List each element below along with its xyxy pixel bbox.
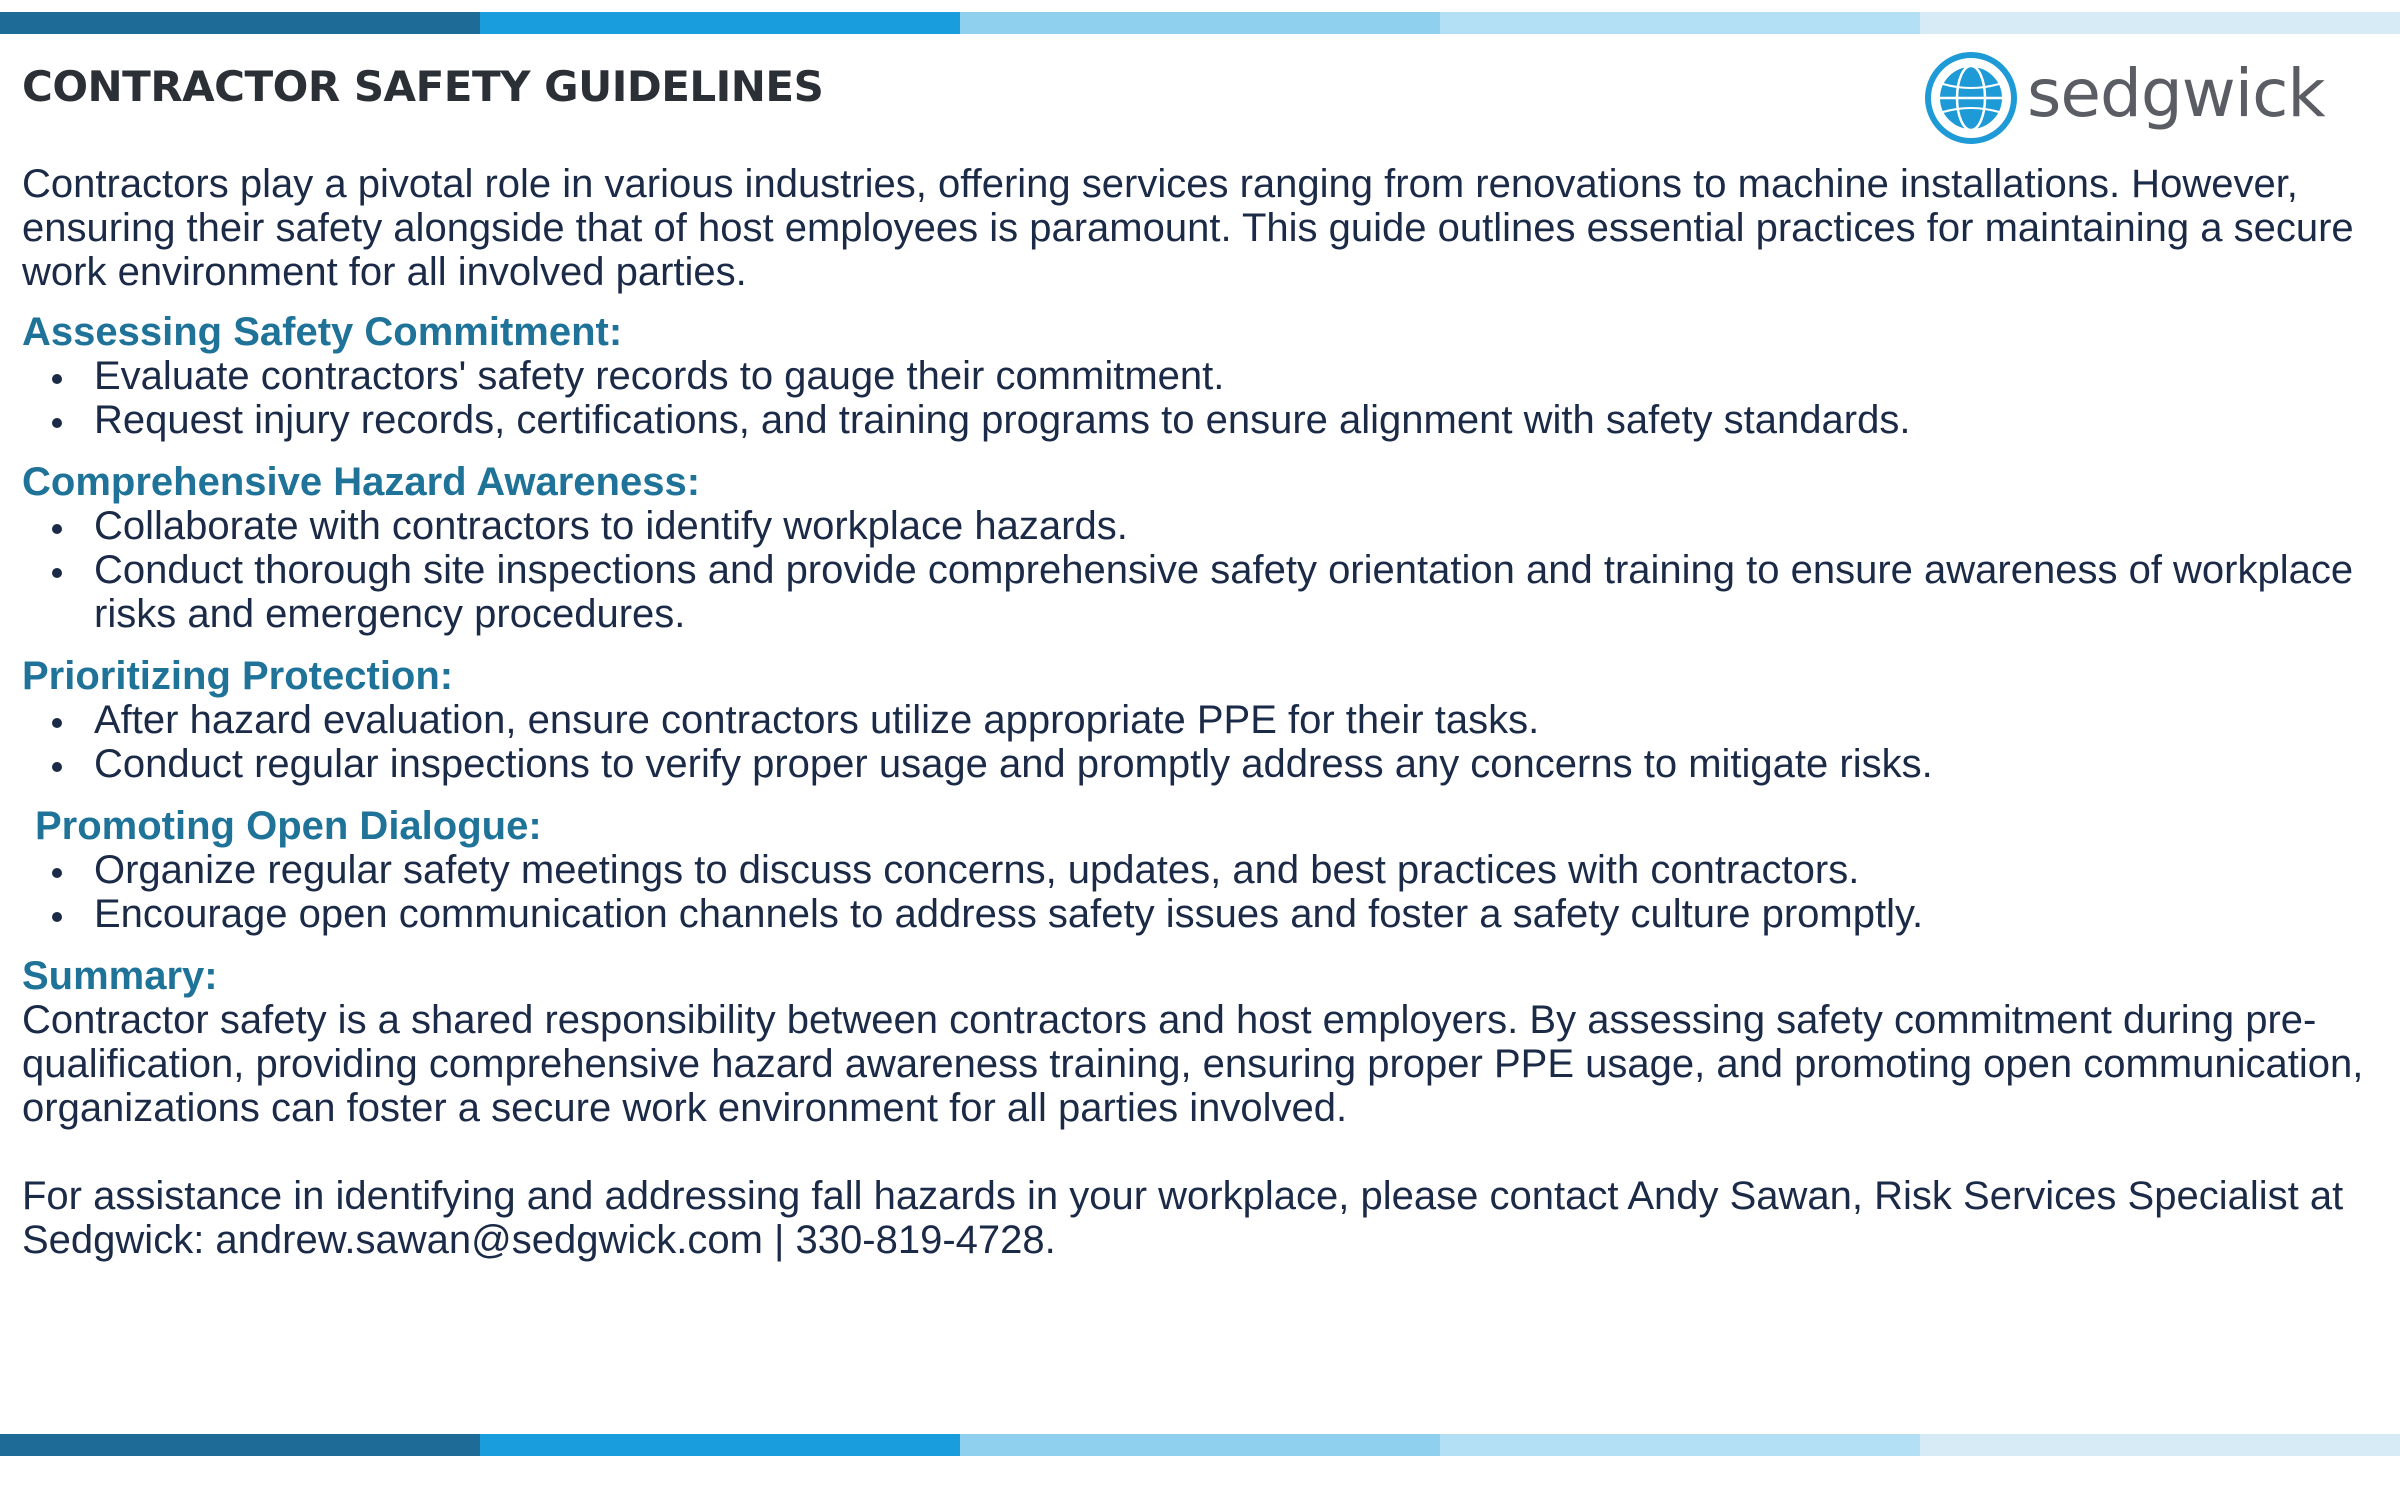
bullet-list [22, 504, 2392, 636]
stripe-segment [1440, 1434, 1920, 1456]
section-heading: Promoting Open Dialogue: [35, 804, 542, 848]
sedgwick-logo [1925, 52, 2325, 144]
summary-paragraph: Contractor safety is a shared responsibility between contractors and host employers. By assessing safety commitment during pre-qualification, providing comprehensive hazard awareness training, ensuring proper PPE usage, and promoting open communication, organizations can foster a secure work environment for all parties involved. [22, 998, 2364, 1130]
list-item: Request injury records, certifications, and training programs to ensure alignment with safety standards. [94, 398, 2392, 442]
section-hazard-awareness [22, 460, 2392, 636]
stripe-segment [0, 1434, 480, 1456]
intro-paragraph: Contractors play a pivotal role in various industries, offering services ranging from renovations to machine installations. However, ensuring their safety alongside that of host employees is paramount. This guide outlines essential practices for maintaining a secure work environment for all involved parties. [22, 162, 2354, 294]
bottom-color-stripe [0, 1434, 2400, 1456]
section-heading: Assessing Safety Commitment: [22, 310, 623, 354]
list-item: Conduct regular inspections to verify proper usage and promptly address any concerns to mitigate risks. [94, 742, 2392, 786]
stripe-segment [1920, 1434, 2400, 1456]
logo-wordmark: sedgwick [2027, 55, 2325, 132]
stripe-segment [1920, 12, 2400, 34]
stripe-segment [960, 1434, 1440, 1456]
stripe-segment [480, 12, 960, 34]
stripe-segment [1440, 12, 1920, 34]
globe-icon [1925, 52, 2017, 144]
section-assessing-safety [22, 310, 2392, 442]
stripe-segment [960, 12, 1440, 34]
section-prioritizing-protection [22, 654, 2392, 786]
section-heading: Comprehensive Hazard Awareness: [22, 460, 701, 504]
list-item: After hazard evaluation, ensure contractors utilize appropriate PPE for their tasks. [94, 698, 2392, 742]
summary-heading: Summary: [22, 954, 218, 998]
list-item: Evaluate contractors' safety records to gauge their commitment. [94, 354, 2392, 398]
list-item: Conduct thorough site inspections and provide comprehensive safety orientation and training to ensure awareness of workplace risks and emergency procedures. [94, 548, 2392, 636]
contact-paragraph: For assistance in identifying and addressing fall hazards in your workplace, please contact Andy Sawan, Risk Services Specialist at Sedgwick: andrew.sawan@sedgwick.com | 330-819-4728. [22, 1174, 2344, 1262]
list-item: Encourage open communication channels to address safety issues and foster a safety culture promptly. [94, 892, 2392, 936]
document-body [22, 162, 2392, 1262]
list-item: Collaborate with contractors to identify workplace hazards. [94, 504, 2392, 548]
stripe-segment [0, 12, 480, 34]
top-color-stripe [0, 12, 2400, 34]
stripe-segment [480, 1434, 960, 1456]
page-title: CONTRACTOR SAFETY GUIDELINES [22, 62, 824, 111]
section-open-dialogue [22, 804, 2392, 936]
section-summary [22, 954, 2392, 1130]
bullet-list [22, 848, 2392, 936]
bullet-list [22, 354, 2392, 442]
list-item: Organize regular safety meetings to discuss concerns, updates, and best practices with contractors. [94, 848, 2392, 892]
bullet-list [22, 698, 2392, 786]
section-heading: Prioritizing Protection: [22, 654, 454, 698]
